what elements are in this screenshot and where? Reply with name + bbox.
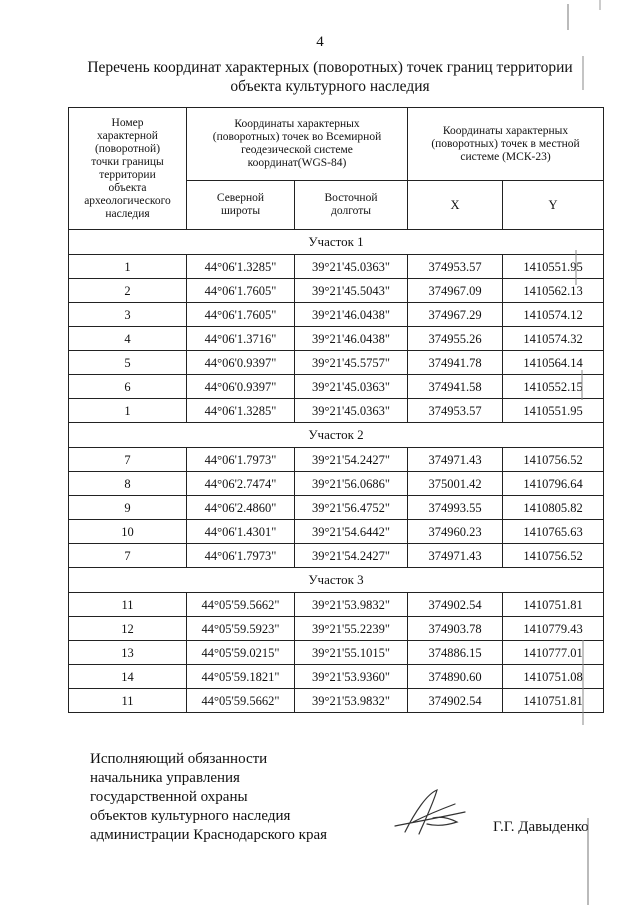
table-row: [69, 544, 604, 568]
section-row: [69, 423, 604, 448]
table-row: [69, 689, 604, 713]
title-line-1: Перечень координат характерных (поворотных) точек границ территории: [87, 59, 573, 76]
table-row: [69, 496, 604, 520]
north-latitude: 44°06'1.3285": [187, 255, 295, 279]
x-coordinate: 374941.58: [408, 375, 503, 399]
x-coordinate: 374953.57: [408, 399, 503, 423]
table-row: [69, 255, 604, 279]
header-x: X: [408, 181, 503, 230]
header-y: Y: [503, 181, 604, 230]
y-coordinate: 1410574.12: [503, 303, 604, 327]
document-title: [60, 58, 600, 96]
east-longitude: 39°21'45.0363": [295, 399, 408, 423]
north-latitude: 44°05'59.1821": [187, 665, 295, 689]
east-longitude: 39°21'46.0438": [295, 303, 408, 327]
header-east-longitude: Восточной долготы: [295, 181, 408, 230]
header-point-number: Номер характерной (поворотной) точки границы территории объекта археологического наследия: [69, 108, 187, 230]
north-latitude: 44°06'1.7973": [187, 544, 295, 568]
east-longitude: 39°21'53.9360": [295, 665, 408, 689]
x-coordinate: 374967.29: [408, 303, 503, 327]
coordinates-table: [68, 107, 604, 713]
x-coordinate: 374993.55: [408, 496, 503, 520]
x-coordinate: 374971.43: [408, 448, 503, 472]
signature-block: [90, 750, 327, 845]
x-coordinate: 374971.43: [408, 544, 503, 568]
table-row: [69, 303, 604, 327]
x-coordinate: 375001.42: [408, 472, 503, 496]
y-coordinate: 1410756.52: [503, 448, 604, 472]
y-coordinate: 1410564.14: [503, 351, 604, 375]
east-longitude: 39°21'45.5043": [295, 279, 408, 303]
y-coordinate: 1410765.63: [503, 520, 604, 544]
north-latitude: 44°05'59.5662": [187, 689, 295, 713]
table-row: [69, 472, 604, 496]
y-coordinate: 1410796.64: [503, 472, 604, 496]
y-coordinate: 1410551.95: [503, 399, 604, 423]
point-number: 7: [69, 448, 187, 472]
north-latitude: 44°06'2.7474": [187, 472, 295, 496]
header-msk23: Координаты характерных (поворотных) точек в местной системе (МСК-23): [408, 108, 604, 181]
point-number: 9: [69, 496, 187, 520]
point-number: 2: [69, 279, 187, 303]
page-number: 4: [316, 34, 324, 50]
east-longitude: 39°21'55.1015": [295, 641, 408, 665]
header-wgs84: Координаты характерных (поворотных) точек во Всемирной геодезической системе координат(WGS-84): [187, 108, 408, 181]
section-row: [69, 568, 604, 593]
x-coordinate: 374902.54: [408, 593, 503, 617]
y-coordinate: 1410805.82: [503, 496, 604, 520]
y-coordinate: 1410751.81: [503, 593, 604, 617]
table-row: [69, 279, 604, 303]
east-longitude: 39°21'55.2239": [295, 617, 408, 641]
y-coordinate: 1410562.13: [503, 279, 604, 303]
point-number: 4: [69, 327, 187, 351]
signer-title-line: государственной охраны: [90, 789, 248, 805]
table-row: [69, 375, 604, 399]
north-latitude: 44°06'1.7605": [187, 303, 295, 327]
y-coordinate: 1410779.43: [503, 617, 604, 641]
section-name: Участок 1: [69, 230, 604, 255]
point-number: 14: [69, 665, 187, 689]
north-latitude: 44°06'1.7973": [187, 448, 295, 472]
east-longitude: 39°21'45.0363": [295, 375, 408, 399]
signer-title-line: Исполняющий обязанности: [90, 751, 268, 767]
north-latitude: 44°06'1.3716": [187, 327, 295, 351]
point-number: 11: [69, 593, 187, 617]
section-row: [69, 230, 604, 255]
point-number: 6: [69, 375, 187, 399]
x-coordinate: 374953.57: [408, 255, 503, 279]
x-coordinate: 374886.15: [408, 641, 503, 665]
east-longitude: 39°21'56.4752": [295, 496, 408, 520]
point-number: 1: [69, 399, 187, 423]
point-number: 1: [69, 255, 187, 279]
y-coordinate: 1410777.01: [503, 641, 604, 665]
section-name: Участок 3: [69, 568, 604, 593]
north-latitude: 44°05'59.5923": [187, 617, 295, 641]
handwritten-signature: [375, 782, 475, 842]
signer-title-line: начальника управления: [90, 770, 240, 786]
point-number: 10: [69, 520, 187, 544]
east-longitude: 39°21'54.2427": [295, 544, 408, 568]
signer-title-line: администрации Краснодарского края: [90, 827, 328, 843]
north-latitude: 44°06'1.7605": [187, 279, 295, 303]
table-row: [69, 327, 604, 351]
point-number: 5: [69, 351, 187, 375]
north-latitude: 44°06'2.4860": [187, 496, 295, 520]
east-longitude: 39°21'56.0686": [295, 472, 408, 496]
y-coordinate: 1410751.08: [503, 665, 604, 689]
y-coordinate: 1410552.15: [503, 375, 604, 399]
title-line-2: объекта культурного наследия: [230, 78, 430, 95]
point-number: 12: [69, 617, 187, 641]
point-number: 8: [69, 472, 187, 496]
east-longitude: 39°21'53.9832": [295, 689, 408, 713]
section-name: Участок 2: [69, 423, 604, 448]
north-latitude: 44°06'1.4301": [187, 520, 295, 544]
point-number: 7: [69, 544, 187, 568]
x-coordinate: 374955.26: [408, 327, 503, 351]
signer-title-line: объектов культурного наследия: [90, 808, 291, 824]
x-coordinate: 374967.09: [408, 279, 503, 303]
point-number: 11: [69, 689, 187, 713]
table-row: [69, 593, 604, 617]
signer-name: Г.Г. Давыденко: [493, 819, 589, 835]
point-number: 13: [69, 641, 187, 665]
north-latitude: 44°05'59.5662": [187, 593, 295, 617]
table-row: [69, 617, 604, 641]
table-row: [69, 448, 604, 472]
x-coordinate: 374890.60: [408, 665, 503, 689]
x-coordinate: 374941.78: [408, 351, 503, 375]
east-longitude: 39°21'46.0438": [295, 327, 408, 351]
table-row: [69, 641, 604, 665]
y-coordinate: 1410551.95: [503, 255, 604, 279]
x-coordinate: 374902.54: [408, 689, 503, 713]
y-coordinate: 1410574.32: [503, 327, 604, 351]
table-row: [69, 351, 604, 375]
x-coordinate: 374960.23: [408, 520, 503, 544]
header-north-latitude: Северной широты: [187, 181, 295, 230]
y-coordinate: 1410751.81: [503, 689, 604, 713]
east-longitude: 39°21'45.0363": [295, 255, 408, 279]
north-latitude: 44°06'1.3285": [187, 399, 295, 423]
point-number: 3: [69, 303, 187, 327]
north-latitude: 44°06'0.9397": [187, 375, 295, 399]
table-row: [69, 399, 604, 423]
north-latitude: 44°05'59.0215": [187, 641, 295, 665]
east-longitude: 39°21'54.2427": [295, 448, 408, 472]
table-row: [69, 520, 604, 544]
x-coordinate: 374903.78: [408, 617, 503, 641]
table-row: [69, 665, 604, 689]
east-longitude: 39°21'45.5757": [295, 351, 408, 375]
east-longitude: 39°21'53.9832": [295, 593, 408, 617]
north-latitude: 44°06'0.9397": [187, 351, 295, 375]
y-coordinate: 1410756.52: [503, 544, 604, 568]
east-longitude: 39°21'54.6442": [295, 520, 408, 544]
